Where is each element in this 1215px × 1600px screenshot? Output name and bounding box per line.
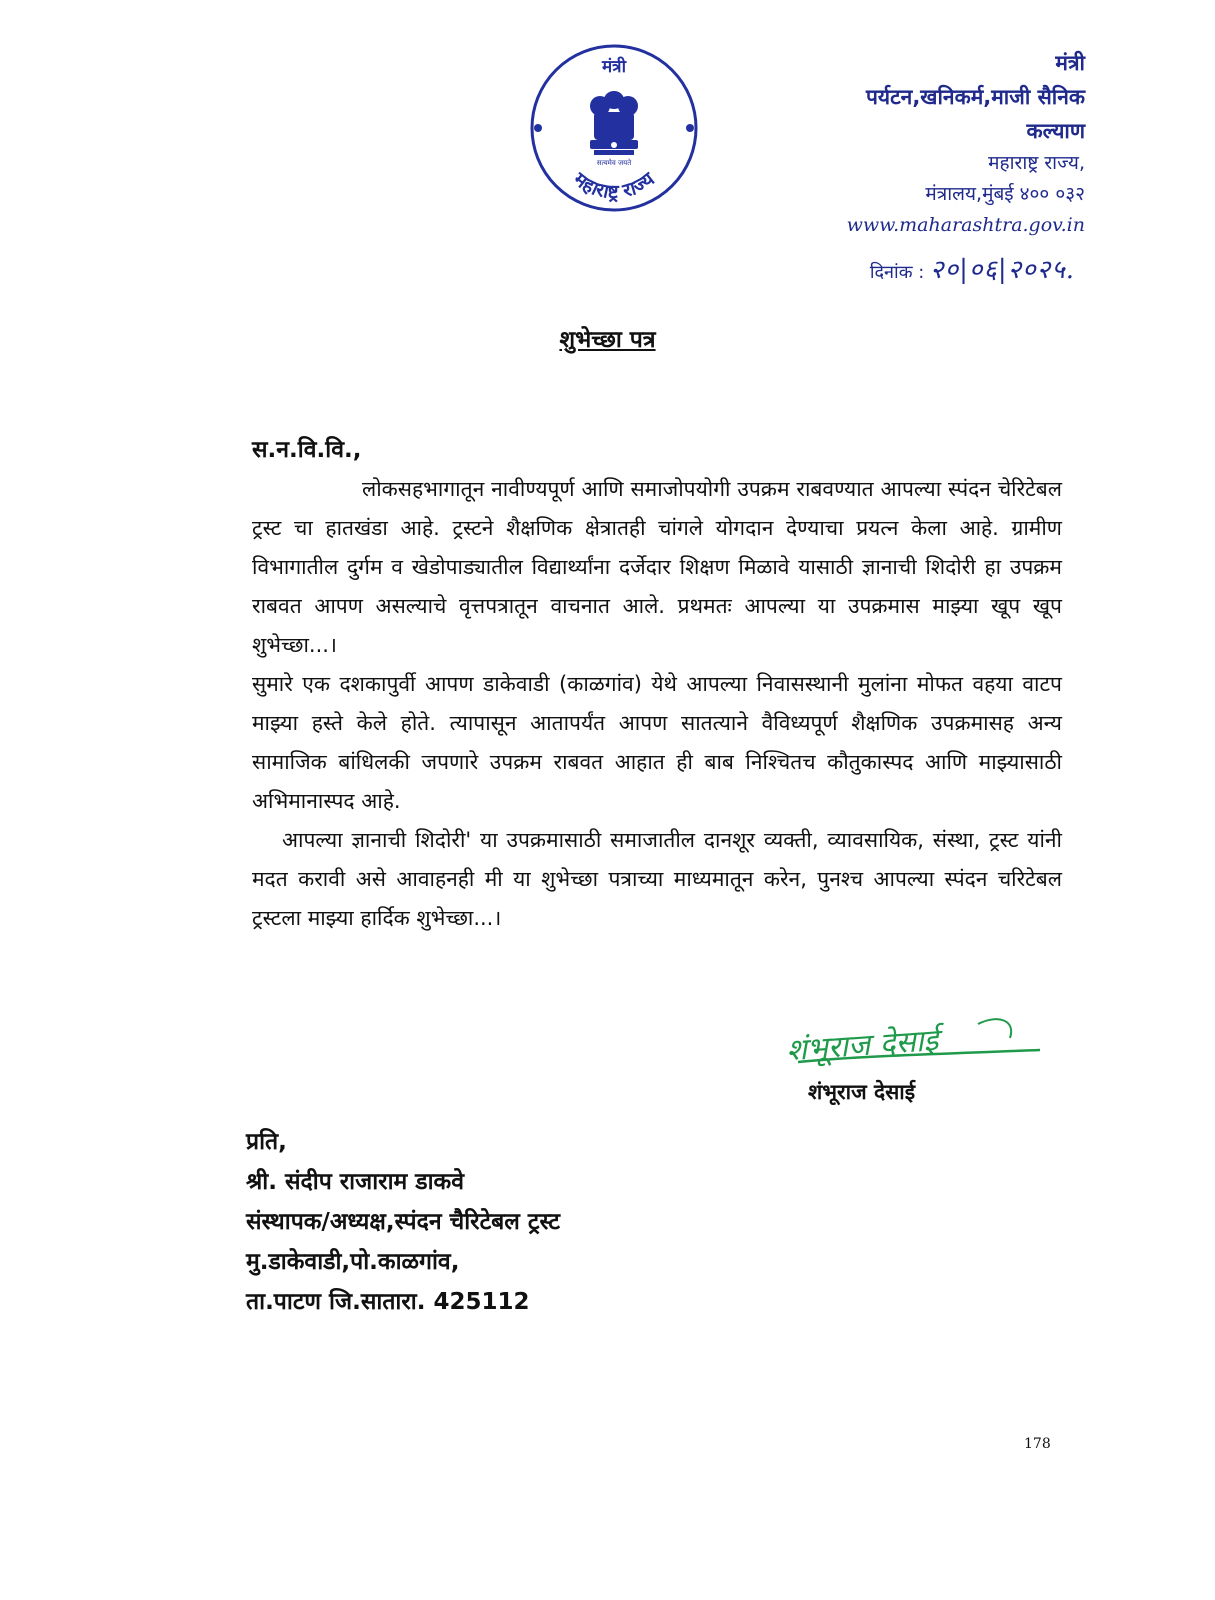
letter-body: [252, 470, 1062, 938]
website-link[interactable]: www.maharashtra.gov.in: [846, 214, 1085, 236]
recipient-name: श्री. संदीप राजाराम डाकवे: [246, 1169, 465, 1195]
recipient-address-line-1: मु.डाकेवाडी,पो.काळगांव,: [246, 1249, 460, 1275]
signer-name: शंभूराज देसाई: [808, 1080, 916, 1104]
state-name: महाराष्ट्र राज्य,: [988, 152, 1085, 174]
office-address: मंत्रालय,मुंबई ४०० ०३२: [925, 183, 1085, 205]
page-number: 178: [1024, 1436, 1051, 1452]
national-emblem-icon: [590, 91, 638, 155]
body-paragraph-3: आपल्या ज्ञानाची शिदोरी' या उपक्रमासाठी समाजातील दानशूर व्यक्ती, व्यावसायिक, संस्था, ट्रस्ट यांनी मदत करावी असे आवाहनही मी या शुभेच्छा पत्राच्या माध्यमातून करेन, पुनश्च आपल्या स्पंदन चरिटेबल ट्रस्टला माझ्या हार्दिक शुभेच्छा...।: [252, 828, 1062, 930]
minister-title: मंत्री: [1055, 51, 1085, 75]
government-seal: [528, 42, 700, 214]
recipient-label: प्रति,: [246, 1129, 287, 1155]
seal-motto: सत्यमेव जयते: [596, 159, 632, 167]
date-label: दिनांक :: [869, 262, 925, 283]
recipient-designation: संस्थापक/अध्यक्ष,स्पंदन चैरिटेबल ट्रस्ट: [246, 1209, 561, 1235]
seal-bottom-text: महाराष्ट्र राज्य: [569, 168, 659, 204]
handwritten-signature: [778, 1010, 1048, 1070]
department-line-2: कल्याण: [1026, 119, 1085, 143]
recipient-address-line-2: ता.पाटण जि.सातारा. 425112: [246, 1289, 530, 1315]
body-paragraph-2: सुमारे एक दशकापुर्वी आपण डाकेवाडी (काळगांव) येथे आपल्या निवासस्थानी मुलांना मोफत वहया वाटप माझ्या हस्ते केले होते. त्यापासून आतापर्यंत आपण सातत्याने वैविध्यपूर्ण शैक्षणिक उपक्रमासह अन्य सामाजिक बांधिलकी जपणारे उपक्रम राबवत आहात ही बाब निश्चितच कौतुकास्पद आणि माझ्यासाठी अभिमानास्पद आहे.: [252, 672, 1062, 813]
letter-heading: [0, 322, 1215, 354]
recipient-block: [246, 1122, 560, 1322]
signature-text: शंभूराज देसाई: [785, 1022, 940, 1069]
salutation: स.न.वि.वि.,: [252, 437, 362, 463]
date-value: २०|०६|२०२५.: [930, 255, 1075, 285]
letterhead: [725, 46, 1085, 241]
seal-top-text: मंत्री: [602, 57, 626, 77]
date-row: [870, 250, 1075, 286]
body-paragraph-1: लोकसहभागातून नावीण्यपूर्ण आणि समाजोपयोगी उपक्रम राबवण्यात आपल्या स्पंदन चेरिटेबल ट्रस्ट चा हातखंडा आहे. ट्रस्टने शैक्षणिक क्षेत्रातही चांगले योगदान देण्याचा प्रयत्न केला आहे. ग्रामीण विभागातील दुर्गम व खेडोपाड्यातील विद्यार्थ्यांना दर्जेदार शिक्षण मिळावे यासाठी ज्ञानाची शिदोरी हा उपक्रम राबवत आपण असल्याचे वृत्तपत्रातून वाचनात आले. प्रथमतः आपल्या या उपक्रमास माझ्या खूप खूप शुभेच्छा...।: [252, 477, 1062, 657]
letter-heading-text: शुभेच्छा पत्र: [559, 327, 656, 353]
svg-text:महाराष्ट्र राज्य: [568, 168, 659, 203]
department-line-1: पर्यटन,खनिकर्म,माजी सैनिक: [865, 85, 1085, 109]
